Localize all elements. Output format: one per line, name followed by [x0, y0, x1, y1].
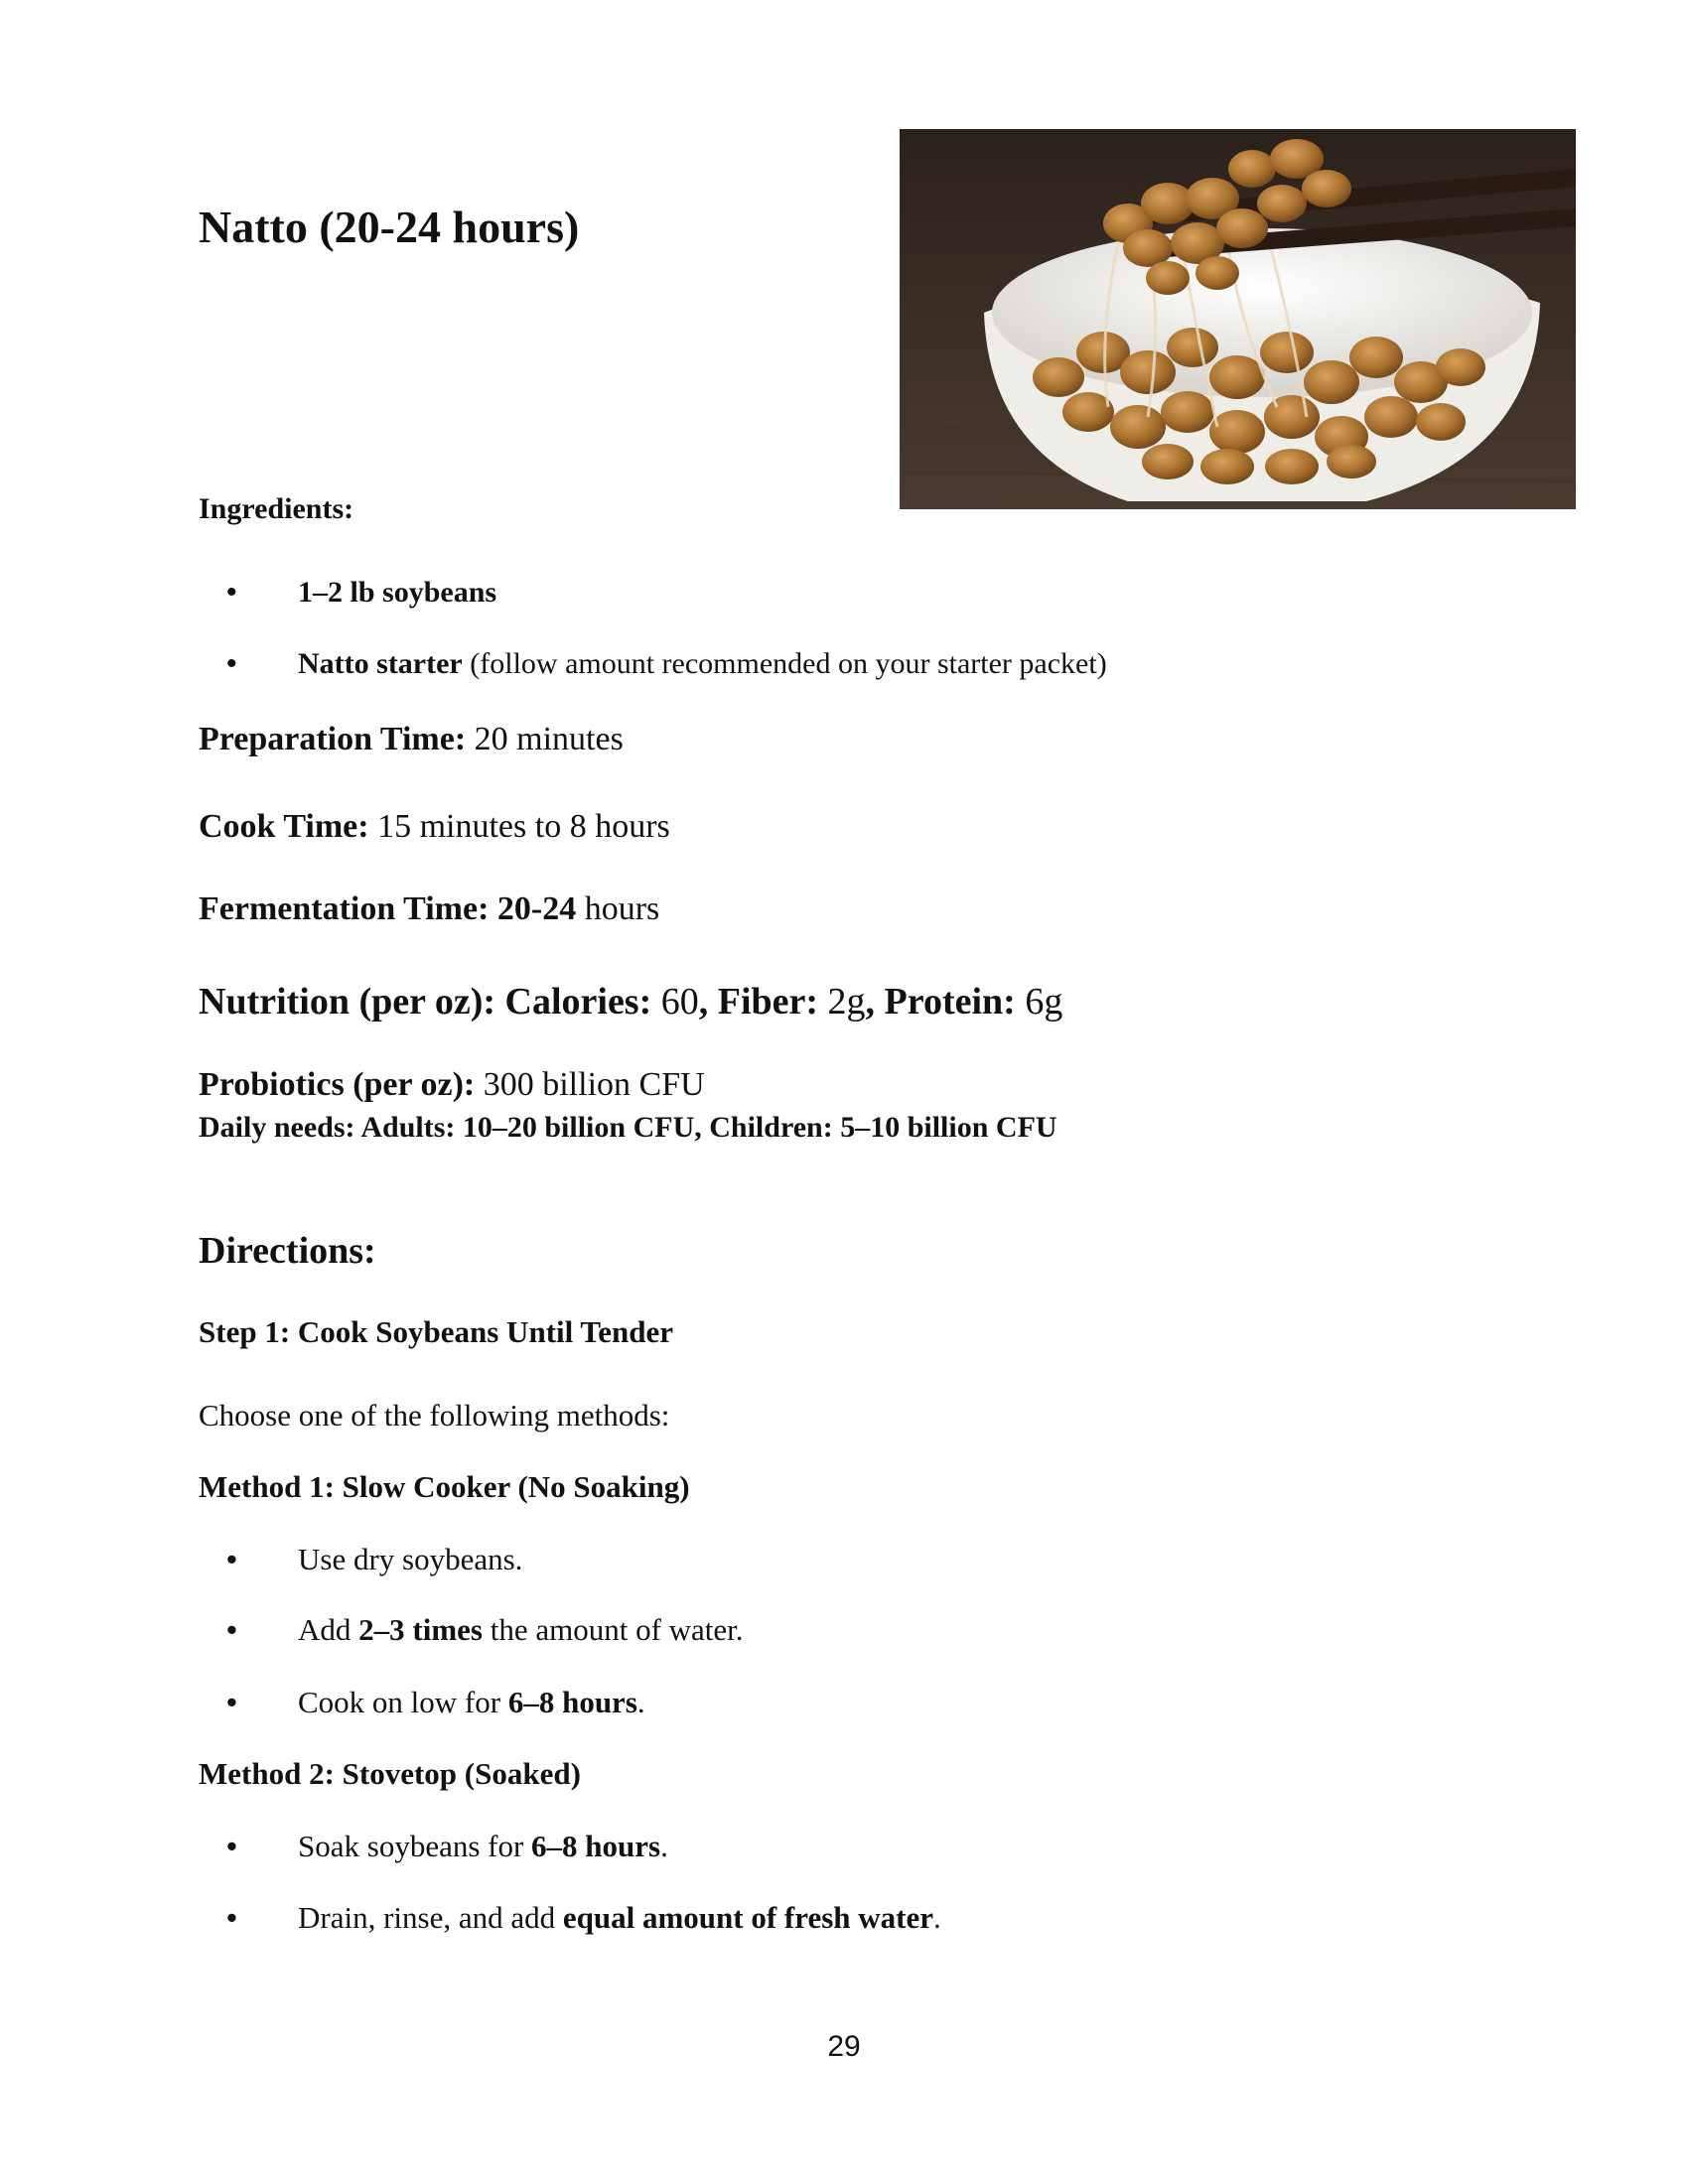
- method-step-text: Drain, rinse, and add: [298, 1900, 563, 1935]
- bullet-icon: •: [226, 1900, 237, 1935]
- fiber-label: , Fiber:: [698, 981, 819, 1023]
- preparation-time-label: Preparation Time:: [199, 721, 467, 757]
- bullet-icon: •: [226, 1542, 237, 1576]
- fermentation-time-unit: hours: [576, 890, 660, 927]
- fermentation-time-label: Fermentation Time:: [199, 890, 490, 927]
- ingredient-name: 1–2 lb soybeans: [298, 576, 497, 609]
- probiotics-value: 300 billion CFU: [475, 1066, 705, 1103]
- directions-heading: Directions:: [199, 1230, 376, 1272]
- bullet-icon: •: [226, 1829, 237, 1863]
- method-step-text: .: [660, 1829, 668, 1863]
- calories-label: Calories:: [495, 981, 652, 1023]
- bullet-icon: •: [226, 576, 237, 609]
- method-1-heading: Method 1: Slow Cooker (No Soaking): [199, 1469, 690, 1504]
- cook-time: [199, 808, 670, 846]
- bullet-icon: •: [226, 1612, 237, 1647]
- ingredient-note: (follow amount recommended on your starter packet): [462, 647, 1107, 680]
- method-step-text: Use dry soybeans.: [298, 1542, 523, 1576]
- protein-value: 6g: [1015, 981, 1063, 1023]
- daily-needs: Daily needs: Adults: 10–20 billion CFU, Children: 5–10 billion CFU: [199, 1111, 1057, 1144]
- cook-time-label: Cook Time:: [199, 808, 369, 845]
- method-step-emphasis: 6–8 hours: [507, 1685, 637, 1719]
- method-step-text: .: [636, 1685, 645, 1719]
- methods-intro: Choose one of the following methods:: [199, 1398, 670, 1433]
- page-title: Natto (20-24 hours): [199, 202, 580, 252]
- preparation-time: [199, 721, 624, 758]
- nutrition-line: [199, 980, 1062, 1024]
- method-step-text: Cook on low for: [298, 1685, 508, 1719]
- method-step-text: .: [933, 1900, 941, 1935]
- method-step-text: Soak soybeans for: [298, 1829, 532, 1863]
- fiber-value: 2g: [818, 981, 866, 1023]
- fermentation-time-range: 20-24: [489, 890, 577, 927]
- fermentation-time: [199, 890, 659, 928]
- method-step-emphasis: 2–3 times: [358, 1612, 483, 1647]
- step-1-heading: Step 1: Cook Soybeans Until Tender: [199, 1314, 674, 1349]
- method-step-text: Add: [298, 1612, 359, 1647]
- ingredients-heading: Ingredients:: [199, 492, 354, 525]
- preparation-time-value: 20 minutes: [466, 721, 624, 757]
- natto-bowl-illustration: [900, 129, 1576, 509]
- cook-time-value: 15 minutes to 8 hours: [368, 808, 670, 845]
- ingredient-name: Natto starter: [298, 647, 463, 680]
- natto-bowl-photo: [900, 129, 1576, 509]
- probiotics-line: [199, 1066, 705, 1104]
- calories-value: 60: [651, 981, 699, 1023]
- nutrition-label: Nutrition (per oz):: [199, 981, 496, 1023]
- protein-label: , Protein:: [865, 981, 1016, 1023]
- method-2-heading: Method 2: Stovetop (Soaked): [199, 1756, 581, 1791]
- bullet-icon: •: [226, 1685, 237, 1719]
- probiotics-label: Probiotics (per oz):: [199, 1066, 476, 1103]
- method-step-text: the amount of water.: [482, 1612, 744, 1647]
- bullet-icon: •: [226, 647, 237, 680]
- page-number: 29: [827, 2030, 861, 2063]
- method-step-emphasis: 6–8 hours: [531, 1829, 661, 1863]
- method-step-emphasis: equal amount of fresh water: [562, 1900, 933, 1935]
